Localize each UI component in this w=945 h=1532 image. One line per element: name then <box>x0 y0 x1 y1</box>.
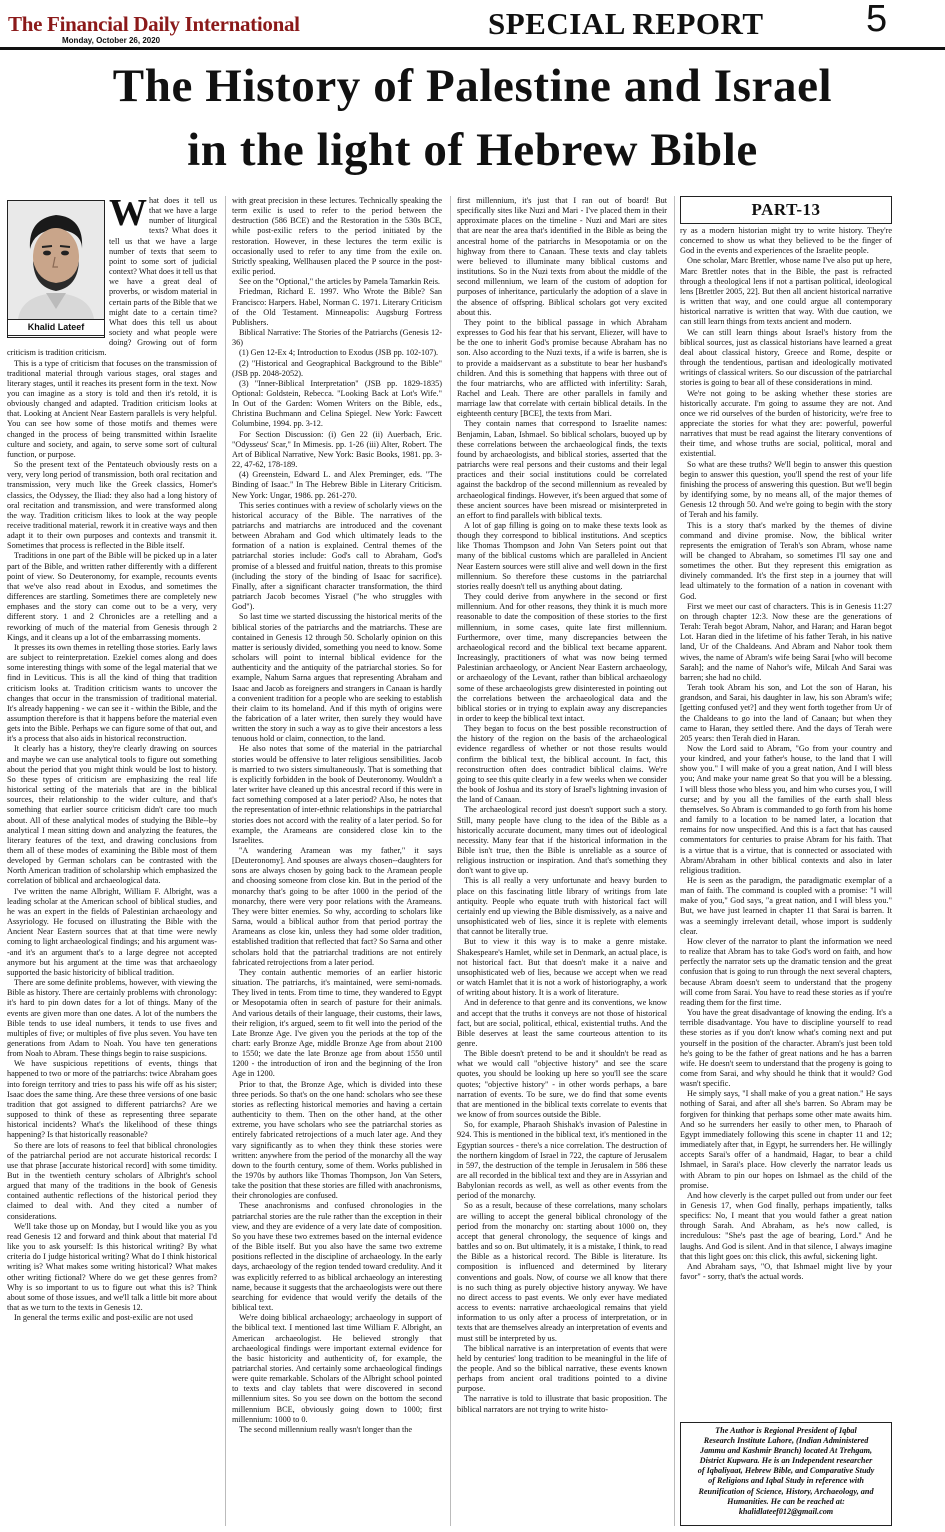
article-paragraph: And how cleverly is the carpet pulled out from under our feet in Genesis 17, when God finally, perhaps impatiently, talks specifics: No, I meant that you would father a great nation through Sarah. And Abraham, as he's now called, is incredulous: "She's past the age of bearing, Lord." And he laughs. And God is silent. And in that silence, I always imagine that this light goes on: this click, this awful, sickening light. <box>680 1190 892 1261</box>
article-paragraph: (2) "Historical and Geographical Background to the Bible" (JSB pp. 2048-2052). <box>232 358 442 378</box>
column-divider <box>674 196 675 1526</box>
article-paragraph: We'll take those up on Monday, but I would like you as you read Genesis 12 and forward and think about that material I'd like you to ask yourself: Is this historical writing? By what criteria do I judge historical writing? What do I think historical writing is? What makes some writing historical? What makes other writing fictional? Where do we get these genres from? Why is so important to us to figure out what this is? Think about some of those issues, and we'll talk a little bit more about that as we turn to the texts in Genesis 12. <box>7 1221 217 1313</box>
article-paragraph: ry as a modern historian might try to write history. They're concerned to show us what they believed to be the finger of God in the events and experiences of the Israelite people. <box>680 226 892 256</box>
article-paragraph: How clever of the narrator to plant the information we need to realize that Abram has to take God's word on faith, and how perfectly the narrator sets up the dramatic tension and the great confusion that is going to run through the next several chapters, because Abram doesn't seem to understand that the progeny will come from Sarai. You have to read these stories as if you're reading them for the first time. <box>680 936 892 1007</box>
article-paragraph: Traditions in one part of the Bible will be picked up in a later part of the Bible, and written rather differently with a different point of view. So Deuteronomy, for example, recounts events that we've also read about in Exodus, and sometimes the differences are startling. Sometimes there are completely new emphases and the story can come out to be a very, very different story. 1 and 2 Chronicles are a retelling and a reworking of much of the material from Genesis through 2 Kings, and it cleans up a lot of the embarrassing moments. <box>7 551 217 642</box>
article-paragraph: Friedman, Richard E. 1997. Who Wrote the Bible? San Francisco: Harpers. Habel, Norman C. 1971. Literary Criticism of the Old Testament. Minneapolis: Augsburg Fortress Publishers. <box>232 287 442 327</box>
article-paragraph: So last time we started discussing the historical merits of the biblical stories of the patriarchs and the matriarchs. These are contained in Genesis 12 through 50. Scholarly opinion on this matter is seriously divided, something you need to know. Some scholars will point to internal biblical evidence for the authenticity and the antiquity of the patriarchal stories. So for example, Nahum Sarna argues that representing Abraham and Isaac and Jacob as foreigners and strangers in Canaan is hardly a convenient tradition for a people who are seeking to establish their claim to its homeland. And if this myth of origins were the fabrication of a later writer, then surely they would have written the story in such a way as to give their ancestors a less tenuous hold or claim, connection, to the land. <box>232 612 442 744</box>
article-paragraph: Terah took Abram his son, and Lot the son of Haran, his grandson, and Sarai, his daughter in law, his son Abram's wife; [getting confused yet?] and they went forth together from Ur of the Chaldeans to go into the land of Canaan; but when they came to Haran, they settled there. And the days of Terah were 205 years: then Terah died in Haran. <box>680 683 892 743</box>
drop-cap: W <box>109 196 147 234</box>
article-column-1 <box>7 196 217 1528</box>
author-portrait-icon <box>8 201 104 319</box>
article-paragraph: The biblical narrative is an interpretation of events that were held by centuries' long tradition to be meaningful in the life of the people. And so the biblical narrative, these events known perhaps from ancient oral traditions pointed to a divine purpose. <box>457 1343 667 1394</box>
article-paragraph: The narrative is told to illustrate that basic proposition. The biblical narrators are not trying to write histo- <box>457 1394 667 1414</box>
article-paragraph: This is a story that's marked by the themes of divine command and divine promise. Now, the biblical writer represents the emigration of Terah's son Abram, whose name will be changed to Abraham, so sometimes I'll say one and sometimes the other. But they represent this emigration as divinely commanded. It's the first step in a journey that will lead ultimately to the formation of a nation in covenant with God. <box>680 520 892 601</box>
page-number: 5 <box>866 0 888 40</box>
article-paragraph: The second millennium really wasn't longer than the <box>239 1424 413 1434</box>
article-paragraph: They could derive from anywhere in the second or first millennium. And for other reasons, they think it is much more reasonable to date the composition of these stories to the first millennium, in some cases, quite late first millennium. Furthermore, over time, many discrepancies between the archaeological record and the biblical text became apparent. Increasingly, practitioners of what was now being termed Palestinian archaeology, or Ancient Near Eastern archaeology, or archaeology of the Levant, rather than biblical archaeology some of these archaeologists grew disinterested in pointing out the correlations between the archaeological data and the biblical stories or in trying to explain away any discrepancies in order to keep the biblical text intact. <box>457 592 667 723</box>
article-paragraph: We're not going to be asking whether these stories are historically accurate. I'm going to assume they are not. And once we rid ourselves of the burden of historicity, we're free to appreciate the stories for what they are: powerful, powerful narratives that must be read against the literary conventions of their time, and whose truths are social, political, moral and existential. <box>680 388 892 459</box>
article-paragraph: This series continues with a review of scholarly views on the historical accuracy of the Bible. The narratives of the patriarchs and matriarchs are introduced and the covenant between Abraham and God which ultimately leads to the formation of a nation is explained. Central themes of the patriarchal stories include: God's call to Abraham, God's promise of a blessed and fruitful nation, threats to this promise (including the story of the binding of Isaac for sacrifice). Finally, after a significant character transformation, the third patriarch Jacob becomes Yisrael ("he who struggles with God"). <box>232 500 442 612</box>
article-paragraph: These anachronisms and confused chronologies in the patriarchal stories are the rule rather than the exception in their view, and they are evidence of a very late date of composition. So you have these two extremes based on the internal evidence of the Bible itself. But you also have the same two extreme positions reflected in the discipline of archaeology. In the early days, archaeology of the region tended toward credulity. And it was explicitly referred to as biblical archaeology an interesting name, because it suggests that the archaeologists were out there searching for evidence that would verify the details of the biblical text. <box>232 1201 442 1313</box>
column-2-text <box>232 196 442 1435</box>
bio-line: of Religions and Iqbal Study in reference with <box>708 1476 864 1486</box>
article-paragraph: So there are lots of reasons to feel that biblical chronologies of the patriarchal period are not accurate historical records: I use that phrase [accurate historical record] with some timidity. But in the twentieth century scholars of Albright's school argued that many of the traditions in the book of Genesis contained authentic reflections of the historical period they claimed to deal with. And they cited a number of considerations. <box>7 1140 217 1221</box>
article-paragraph: It presses its own themes in retelling those stories. Early laws are subject to reinterpretation. Ezekiel comes along and does some interesting things with some of the legal material that we find in Leviticus. This is all the kind of thing that tradition criticism looks at. Tradition criticism wants to uncover the changes that occur in the transmission of traditional material. It's already happening - we can see it - within the Bible, and the assumption therefore is that it happens before the material even gets into the Bible. Perhaps we can figure some of that out, and it's a process that also aids in historical reconstruction. <box>7 642 217 744</box>
article-paragraph: Now the Lord said to Abram, "Go from your country and your kindred, and your father's house, to the land that I will show you." I will make of you a great nation, And I will bless you; And make your name great So that you will be a blessing. I will bless those who bless you, and him who curses you, I will curse; and by you all the families of the earth shall bless themselves. So Abram is commanded to go forth from his home and family to a location to be named later, a location that remains for now unspecified. And this is a fact that has caused commentators for centuries to praise Abram for his faith. That is a virtue that is a virtue, that is connected or associated with Abram/Abraham in other biblical contexts and also in later religious tradition. <box>680 743 892 875</box>
article-paragraph: It clearly has a history, they're clearly drawing on sources and maybe we can use analytical tools to figure out something about the period that you might think would be lost to history. So these types of criticism are emphasizing the real life historical setting of the materials that are in the biblical sources, their relationship to the wider culture, and that's something that earlier source criticism didn't care too much about. All of these analytical modes of studying the Bible--by analytical I mean sitting down and analyzing the features, the literary features of the text, and drawing conclusions from them all of these modes of examining the Bible most of them developed by German scholars can be contrasted with the North American tradition of scholarship which emphasized the correlation of biblical and archaeological data. <box>7 744 217 886</box>
article-paragraph: So as a result, because of these correlations, many scholars are willing to accept the general biblical chronology of the period from the monarchy on: starting about 1000 on, they accept that general chronology, the sequence of kings and battles and so on. But ultimately, it is a mistake, I think, to read the Bible as a historical record. The Bible is literature. Its composition is influenced and determined by literary conventions and goals. Now, of course we all know that there is no such thing as purely objective history anyway. We have no direct access to past events. We only ever have mediated access to events: narrative archaeological remains that yield information to us only after a process of interpretation, or in texts that are themselves already an interpretation of events and must still be interpreted by us. <box>457 1201 667 1343</box>
author-bio-box <box>680 1422 892 1526</box>
column-1-text <box>7 196 217 1323</box>
article-paragraph: And Abraham says, "O, that Ishmael might live by your favor" - sorry, that's the actual words. <box>680 1261 892 1282</box>
bio-line: Reunification of Science, History, Archaeology, and <box>698 1486 874 1496</box>
part-label: PART-13 <box>680 196 892 224</box>
masthead-rule <box>0 47 945 50</box>
article-paragraph: hat does it tell us that we have a large number of liturgical texts? What does it tell us that we have a large number of texts that seem to point to some sort of judicial context? What does it tell us that we have a great deal of proverbs, or wisdom material in certain parts of the Bible that we might date to a certain time? What does this tell us about society and what people were doing? Growing out of form criticism is tradition criticism. <box>7 196 217 358</box>
headline-line-1: The History of Palestine and Israel <box>112 60 833 112</box>
article-paragraph: You have the great disadvantage of knowing the ending. It's a terrible disadvantage. You have to discipline yourself to read these stories as if you don't know what's coming next and put yourself in the position of the character. Abram's just been told he's going to be the father of great nations and he has a barren wife. He doesn't seem to understand that the progeny is going to come from Sarai, and why should he think that it would? God wasn't specific. <box>680 1008 892 1089</box>
article-paragraph: first millennium, it's just that I ran out of board! But specifically sites like Nuzi and Mari - I've placed them in their approximate places on the timeline - Nuzi and Mari are sites that are near the area that's identified in the Bible as being the ancestral home of the patriarchs in Mesopotamia or on the highway from there to Canaan. These texts and clay tablets were believed to illuminate many biblical customs and institutions. So in the Nuzi texts from about the middle of the second millennium, we learn of the custom of adoption for purposes of inheritance, particularly the adoption of a slave in the absence of offspring. Biblical scholars got very excited about this. <box>457 196 667 317</box>
column-3-text <box>457 196 667 1415</box>
article-paragraph: Biblical Narrative: The Stories of the Patriarchs (Genesis 12-36) <box>232 328 442 348</box>
article-paragraph: There are some definite problems, however, with viewing the Bible as history. There are certainly problems with chronology: it's hard to pin down dates for a lot of things. Many of the events are given more than one dates. A lot of the numbers the Bible tends to use ideal numbers, it tends to use fives and multiples of five; or multiples of five plus seven. You have ten generations from Adam to Noah. You have ten generations from Noah to Abram. These things begin to raise suspicions. <box>7 978 217 1059</box>
article-paragraph: with great precision in these lectures. Technically speaking the term exilic is used to refer to the period between the destruction (586 BCE) and the Restoration in the 530s BCE, while post-exilic refers to the period initiated by the restoration. However, in these lectures the term exilic is occasionally used to refer to any time from the exile on. Strictly speaking, Wellhausen placed the P source in the post-exilic period. <box>232 196 442 277</box>
article-paragraph: They began to focus on the best possible reconstruction of the history of the region on the basis of the archaeological evidence regardless of whether or not those results would confirm the biblical text, the biblical account. In fact, this reconstruction often does contradict biblical claims. We're going to see this quite clearly in a few weeks when we consider the book of Joshua and its story of Israel's lightning invasion of the land of Canaan. <box>457 724 667 805</box>
article-paragraph: One scholar, Marc Brettler, whose name I've also put up here, Marc Brettler notes that in the Bible, the past is refracted through a theological lens if not a partisan political, ideological lens [Brettler 2005, 22]. But then all ancient historical narrative is written that way, and one could argue all contemporary historical narrative is written that way. With due caution, we can still learn things from texts ancient and modern. <box>680 256 892 327</box>
article-paragraph: We can still learn things about Israel's history from the biblical sources, just as classical historians have learned a great deal about classical history, Greece and Rome, despite or through the tendentious, partisan and ideologically motivated writings of classical writers. So our discussion of the patriarchal stories is going to bear all of these considerations in mind. <box>680 327 892 388</box>
article-paragraph: (1) Gen 12-Ex 4; Introduction to Exodus (JSB pp. 102-107). <box>239 348 439 358</box>
article-paragraph: We're doing biblical archaeology; archaeology in support of the biblical text. I mentioned last time William F. Albright, an American archaeologist. He believed strongly that archaeological findings were important external evidence for the basic historicity and authenticity of, for example, the patriarchal stories. And certainly some archaeological findings were quite remarkable. Scholars of the Albright school pointed to texts and clay tablets that were discovered in second millennium sites. So you see down on the bottom the second millennium BCE, obviously going down to 1000; first millennium: 1000 to 0. <box>232 1313 442 1424</box>
article-paragraph: They point to the biblical passage in which Abraham expresses to God his fear that his servant, Eliezer, will have to be the one to inherit God's promise because Abraham has no son. Also according to the Nuzi texts, if a wife is barren, she is to provide a maidservant as a substitute to bear her husband's children. And this is something that happens with three out of the four matriarchs, who are afflicted with infertility: Sarah, Rachel and Leah. There are other parallels in family and marriage law that correlate with certain biblical details. In the eighteenth century [BCE], the texts from Mari. <box>457 317 667 419</box>
article-paragraph: They contain authentic memories of an earlier historic situation. The patriarchs, it's maintained, were semi-nomads. They lived in tents. From time to time, they wandered to Egypt or Mesopotamia often in search of pasture for their animals. And various details of their language, their customs, their laws, their religion, it's argued, seem to fit well into the period of the Late Bronze Age. I've given you the periods at the top of the chart: early Bronze Age, middle Bronze Age from about 2100 to 1550; we date the late Bronze age from about 1550 until 1200 - the introduction of iron and the beginning of the Iron Age in 1200. <box>232 967 442 1079</box>
article-column-4 <box>680 196 892 1528</box>
article-paragraph: See on the "Optional," the articles by Pamela Tamarkin Reis. <box>239 277 440 287</box>
author-bio-text <box>685 1426 887 1517</box>
article-paragraph: (4) Greenstein, Edward L. and Alex Preminger, eds. "The Binding of Isaac." In The Hebrew Bible in Literary Criticism. New York: Ungar, 1986. pp. 261-270. <box>232 470 442 500</box>
masthead <box>0 0 945 50</box>
article-paragraph: He is seen as the paradigm, the paradigmatic exemplar of a man of faith. The command is coupled with a promise: "I will make of you," God says, "a great nation, and I will bless you." But, we have just learned in chapter 11 that Sarai is barren. It was a seemingly irrelevant detail, whose import is suddenly clear. <box>680 876 892 936</box>
section-label: SPECIAL REPORT <box>488 6 764 41</box>
article-paragraph: So what are these truths? We'll begin to answer this question begin to answer this question, you'll spend the rest of your life finishing the process of answering this question. But we'll begin by identifying some, by no means all, of the major themes of Genesis 12 through 50. And we're going to begin with the story of Terah and his family. <box>680 459 892 520</box>
article-column-2 <box>232 196 442 1528</box>
author-photo <box>7 200 105 338</box>
article-paragraph: And in deference to that genre and its conventions, we know and accept that the truths it conveys are not those of historical fact, but are social, political, ethical, existential truths. And the Bible deserves at least the same courteous attention to its genre. <box>457 998 667 1048</box>
article-paragraph: We have suspicious repetitions of events, things that happened to two or more of the patriarchs: twice Abraham goes into foreign territory and tries to pass his wife off as his sister; Isaac does the same thing. Are these three versions of one basic tradition that got assigned to different patriarchs? Are we supposed to think of these as representing three separate historical incidents? What's the likelihood of these things happening? Is that historically reasonable? <box>7 1059 217 1140</box>
newspaper-name: The Financial Daily International <box>8 12 300 36</box>
article-paragraph: This is all really a very unfortunate and heavy burden to place on this fascinating little library of writings from late antiquity. People who equate truth with historical fact will certainly end up viewing the Bible dismissively, as a naive and unsophisticated web of lies, since it is replete with elements that cannot be literally true. <box>457 876 667 937</box>
article-paragraph: This is a type of criticism that focuses on the transmission of traditional material through various stages, oral stages and literary stages, until it reaches its present form in the text. Now you can imagine as a story is told and then it's retold, it is obviously changed and adapted. Tradition criticism looks at that. Looking at Ancient Near Eastern parallels is very helpful. You can see how some of those motifs and themes were changed in the process of being transmitted within Israelite culture and society, and again, to serve some sort of cultural function, or purpose. <box>7 358 217 459</box>
article-paragraph: He also notes that some of the material in the patriarchal stories would be offensive to later religious sensibilities. Jacob is married to two sisters simultaneously. That is something that is explicitly forbidden in the book of Deuteronomy. Wouldn't a later writer have cleaned up this ancestral record if this were in fact something composed at a later period? Also, he notes that the representation of inter-ethnic relationships in the patriarchal stories does not accord with the reality of a later period. So for example, the Arameans are considered close kin to the Israelites. <box>232 744 442 845</box>
article-paragraph: "A wandering Aramean was my father," it says [Deuteronomy]. And spouses are always chosen--daughters for sons are always chosen by going back to the Aramean people and choosing someone from close kin. But in the period of the monarchy that's going to be after 1000 in the period of the monarchy, there were very poor relations with the Arameans. They were bitter enemies. So why, according to scholars like Sarna, would a biblical author from that period portray the Arameans as close kin, unless they had some older tradition, established tradition that reflected that fact? So Sarna and other scholars hold that the patriarchal traditions are not entirely fabricated retrojections from a later period. <box>232 846 442 967</box>
column-divider <box>450 196 451 1526</box>
bio-line: of Iqbaliyaat, Hebrew Bible, and Comparative Study <box>697 1466 875 1476</box>
issue-date: Monday, October 26, 2020 <box>62 36 161 45</box>
article-paragraph: So, for example, Pharaoh Shishak's invasion of Palestine in 924. This is mentioned in the biblical text, it's mentioned in the Egyptian sources - there's a nice correlation. The destruction of the northern kingdom of Israel in 722, the capture of Jerusalem in 597, the destruction of the temple in Jerusalem in 586 these are all recorded in the biblical text and they are in Assyrian and Babylonian records as well, as well as other events from the period of the monarchy. <box>457 1120 667 1201</box>
headline <box>0 54 945 182</box>
article-paragraph: First we meet our cast of characters. This is in Genesis 11:27 on through chapter 12:3. Now these are the generations of Terah: Terah begot Abram, Nahor, and Haran; and Haran begot Lot. Haran died in the lifetime of his father Terah, in his native land, Ur of the Chaldeans. And Abram and Nahor took them wives, the name of Abram's wife being Sarai [who will become Sarah]; and the name of Nahor's wife, Milcah And Sarai was barren; she had no child. <box>680 601 892 682</box>
article-paragraph: Prior to that, the Bronze Age, which is divided into these three periods. So that's on the one hand: scholars who see these stories as reflecting historical memories and having a certain authenticity to them. Then on the other hand, at the other extreme, you have scholars who see the patriarchal stories as entirely fabricated retrojections of a much later age. And they vary significantly as to when they think these stories were written: anywhere from the period of the monarchy all the way down to the fourth century, some of them. Works published in the 1970s by authors like Thomas Thompson, Jon Van Seters, take the position that these stories are filled with anachronisms, their chronologies are confused. <box>232 1079 442 1201</box>
article-paragraph: So the present text of the Pentateuch obviously rests on a very, very long period of transmission, both oral recitation and transmission, very much like the Greek classics, Homer's classics, the Odyssey, the Iliad: they also had a long history of oral recitation and transmission, and were transformed along the way. Tradition criticism likes to look at the way people receive traditional material, rework it in creative ways and then adapt it to their own purposes and contexts and transmit it. Sometimes that process is reflected in the Bible itself. <box>7 460 217 551</box>
article-paragraph: (3) "Inner-Biblical Interpretation" (JSB pp. 1829-1835) Optional: Goldstein, Rebecca. "Looking Back at Lot's Wife." In Out of the Garden: Women Writers on the Bible, eds., Christina Buchmann and Celina Spiegel. New York: Fawcett Columbine, 1994. pp. 3-12. <box>232 378 442 429</box>
article-paragraph: I've written the name Albright, William F. Albright, was a leading scholar at the American school of biblical studies, and he was an expert in the fields of Palestinian archaeology and Assyriology. He focused on illustrating the Bible with the Ancient Near Eastern sources that at that time were newly coming to light archaeological findings; and his argument was--and it's an argument that's to a large degree not accepted anymore but his argument at the time was that archaeology supported the basic historicity of biblical tradition. <box>7 886 217 977</box>
bio-line: Jammu and Kashmir Branch) located At Trehgam, <box>699 1446 873 1456</box>
bio-line: The Author is Regional President of Iqbal <box>715 1426 857 1435</box>
author-byline: Khalid Lateef <box>7 319 105 336</box>
bio-line: District Kupwara. He is an Independent researcher <box>699 1456 873 1466</box>
article-paragraph: In general the terms exilic and post-exilic are not used <box>14 1313 193 1323</box>
article-column-3 <box>457 196 667 1528</box>
article-paragraph: But to view it this way is to make a genre mistake. Shakespeare's Hamlet, while set in Denmark, an actual place, is not historical fact. But that doesn't make it a naive and unsophisticated web of lies, because we accept when we read or watch Hamlet that it is not a work of historiography, a work of writing about history. It is a work of literature. <box>457 937 667 998</box>
bio-line: khalidlateef012@gmail.com <box>738 1506 834 1516</box>
article-paragraph: They contain names that correspond to Israelite names: Benjamin, Laban, Ishmael. So biblical scholars, buoyed up by these correlations between the archaeological finds, the texts found by archaeologists, and biblical stories, asserted that the patriarchs were real persons and their customs and their legal practices and their social institutions could be correlated against the backdrop of the second millennium as revealed by archaeological findings. However, it's been argued that some of these ancient sources have been misread or misinterpreted in an effort to find parallels with biblical texts. <box>457 419 667 520</box>
article-paragraph: The Bible doesn't pretend to be and it shouldn't be read as what we would call "objective history" and see the scare quotes, you should be looking up here so you'll see the scare quotes; "objective history" - in other words perhaps, a bare narration of events. To be sure, we do find that some events that are mentioned in the biblical texts correlate to events that we know of from sources outside the Bible. <box>457 1049 667 1120</box>
column-divider <box>225 196 226 1526</box>
article-paragraph: He simply says, "I shall make of you a great nation." He says nothing of Sarai, and after all she's barren. So Abram may be forgiven for thinking that perhaps some other mate awaits him. And so he surrenders her easily to other men, to Pharaoh of Egypt immediately following this scene in chapter 11 and 12; immediately after that, in Egypt, he surrenders her. He willingly accepts Sarai's offer of a handmaid, Hagar, to bear a child Ishmael, in Sarai's place. How cleverly the narrator leads us with Abram to pin our hopes on Ishmael as the child of the promise. <box>680 1089 892 1190</box>
article-paragraph: The archaeological record just doesn't support such a story. Still, many people have clung to the idea of the Bible as a historically accurate document, many times out of ideological necessity. Many fear that if the historical information in the Bible isn't true, then the Bible is unreliable as a source of religious instruction or inspiration. And that's something they don't want to give up. <box>457 805 667 876</box>
bio-line: Research Institute Lahore, (Indian Administered <box>703 1436 869 1446</box>
column-4-text <box>680 226 892 1282</box>
headline-line-2: in the light of Hebrew Bible <box>187 124 758 176</box>
article-paragraph: For Section Discussion: (i) Gen 22 (ii) Auerbach, Eric. "Odysseus' Scar," In Mimesis. pp. 1-26 (iii) Alter, Robert. The Art of Biblical Narrative, New York: Basic Books, 1981. pp. 3-22, 47-62, 178-189. <box>232 429 442 470</box>
bio-line: Humanities. He can be reached at: <box>727 1496 845 1506</box>
article-paragraph: A lot of gap filling is going on to make these texts look as though they correspond to biblical institutions. And sceptics like Thomas Thompson and John Van Seters point out that many of the biblical customs which are paralleled in Ancient Near Eastern sources were still alive and well down in the first millennium. So therefore these customs in the patriarchal stories really doesn't tell us anything about dating. <box>457 521 667 591</box>
